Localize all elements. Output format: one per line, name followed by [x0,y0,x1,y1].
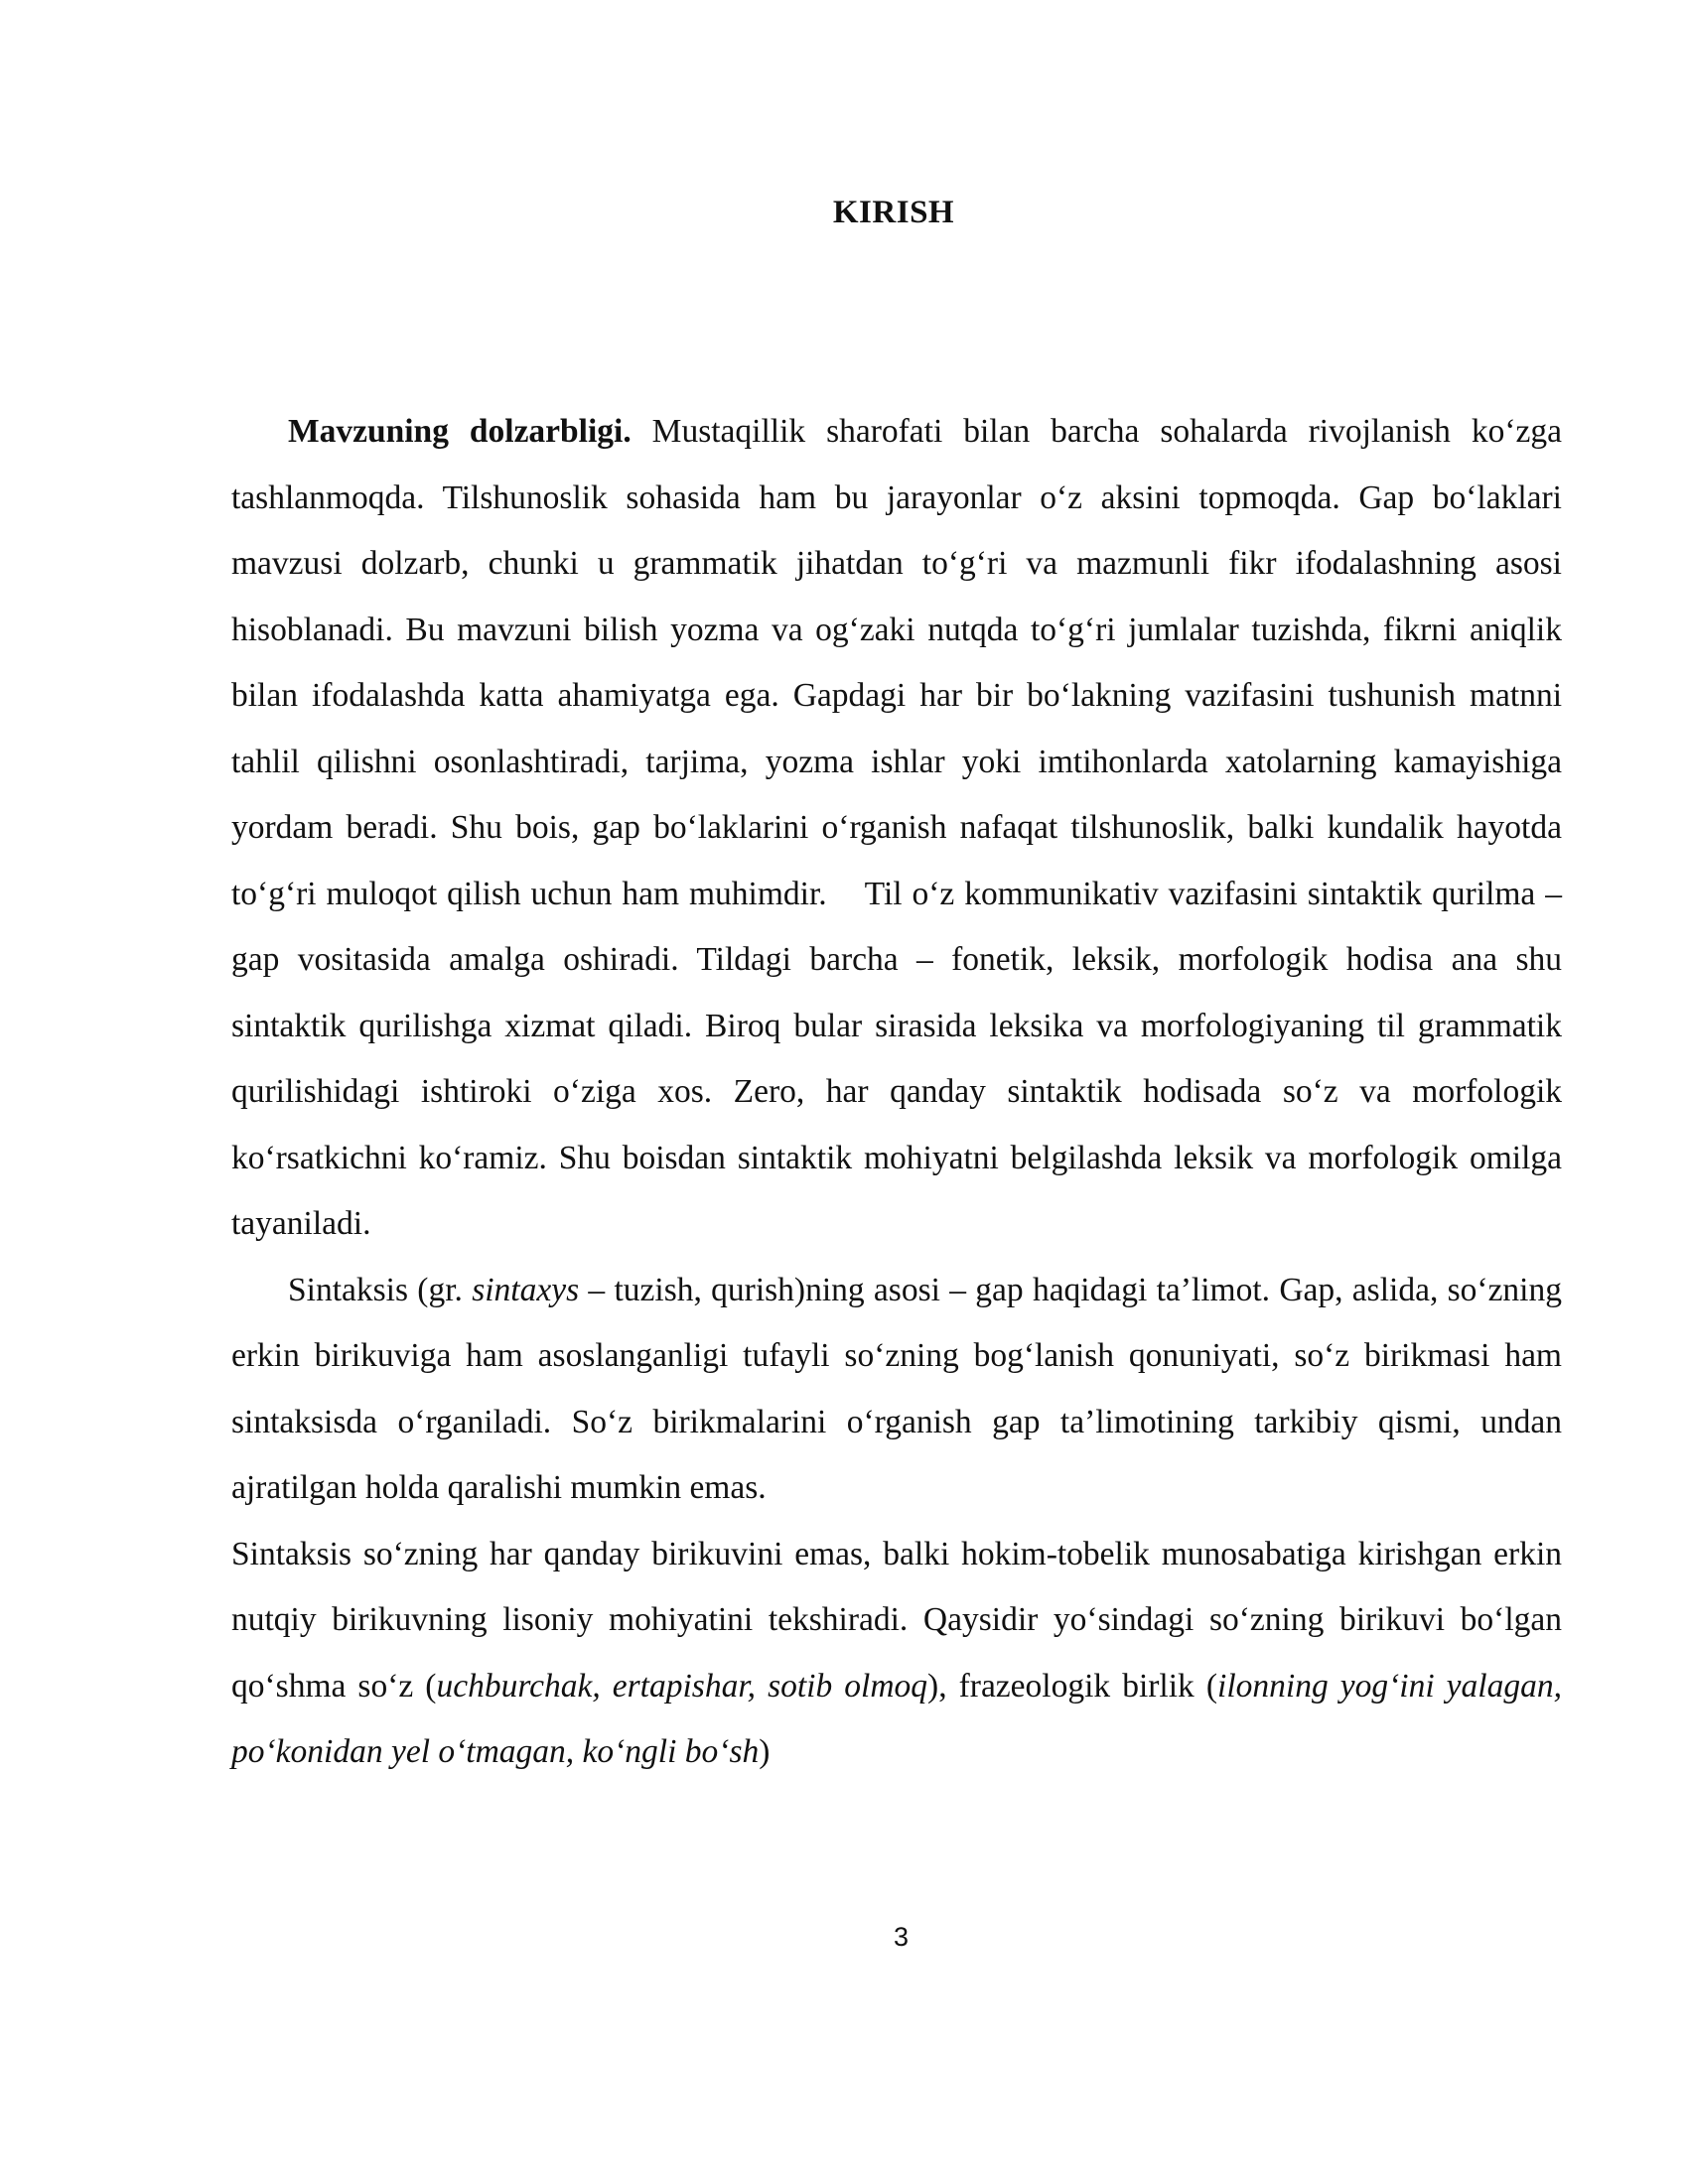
paragraph-text: ) [759,1733,771,1770]
paragraph-lead-heading: Mavzuning dolzarbligi. [288,413,632,450]
page-number: 3 [893,1922,910,1952]
paragraph-text: Sintaksis so‘zning har qanday birikuvini emas, balki hokim-tobelik munosabatiga kirishgan erkin nutqiy birikuvning lisoniy mohiyatini tekshiradi. Qaysidir yo‘sindagi so‘zning birikuvi bo‘lgan qo‘shma so‘z ( [231,1535,1562,1705]
paragraph-text: Til o‘z kommunikativ vazifasini sintaktik qurilma – gap vositasida amalga oshiradi. Tildagi barcha – fonetik, leksik, morfologik hodisa ana shu sintaktik qurilishga xizmat qiladi. Biroq bular sirasida leksika va morfologiyaning til grammatik qurilishidagi ishtiroki o‘ziga xos. Zero, har qanday sintaktik hodisada so‘z va morfologik ko‘rsatkichni ko‘ramiz. Shu boisdan sintaktik mohiyatni belgilashda leksik va morfologik omilga tayaniladi. [231,875,1562,1242]
paragraph-text: ), frazeologik birlik ( [927,1667,1218,1705]
italic-examples: uchburchak, ertapishar, sotib olmoq [436,1667,928,1705]
paragraph-syntax-scope [231,1522,1562,1786]
paragraph-text: Sintaksis (gr. [288,1271,473,1308]
paragraph-relevance [231,399,1562,1258]
italic-examples: ilonning yog‘ini yalagan, po‘konidan yel o‘tmagan, ko‘ngli bo‘sh [231,1667,1562,1770]
paragraph-syntax-definition [231,1258,1562,1522]
italic-term: sintaxys [472,1271,580,1308]
paragraph-text: Mustaqillik sharofati bilan barcha sohalarda rivojlanish ko‘zga tashlanmoqda. Tilshunoslik sohasida ham bu jarayonlar o‘z aksini topmoqda. Gap bo‘laklari mavzusi dolzarb, chunki u grammatik jihatdan to‘g‘ri va mazmunli fikr ifodalashning asosi hisoblanadi. Bu mavzuni bilish yozma va og‘zaki nutqda to‘g‘ri jumlalar tuzishda, fikrni aniqlik bilan ifodalashda katta ahamiyatga ega. Gapdagi har bir bo‘lakning vazifasini tushunish matnni tahlil qilishni osonlashtiradi, tarjima, yozma ishlar yoki imtihonlarda xatolarning kamayishiga yordam beradi. Shu bois, gap bo‘laklarini o‘rganish nafaqat tilshunoslik, balki kundalik hayotda to‘g‘ri muloqot qilish uchun ham muhimdir. [231,413,1563,912]
document-body [231,399,1562,1786]
paragraph-text: – tuzish, qurish)ning asosi – gap haqidagi ta’limot. Gap, aslida, so‘zning erkin birikuviga ham asoslanganligi tufayli so‘zning bog‘lanish qonuniyati, so‘z birikmasi ham sintaksisda o‘rganiladi. So‘z birikmalarini o‘rganish gap ta’limotining tarkibiy qismi, undan ajratilgan holda qaralishi mumkin emas. [231,1271,1562,1506]
page-title: KIRISH [832,195,955,230]
